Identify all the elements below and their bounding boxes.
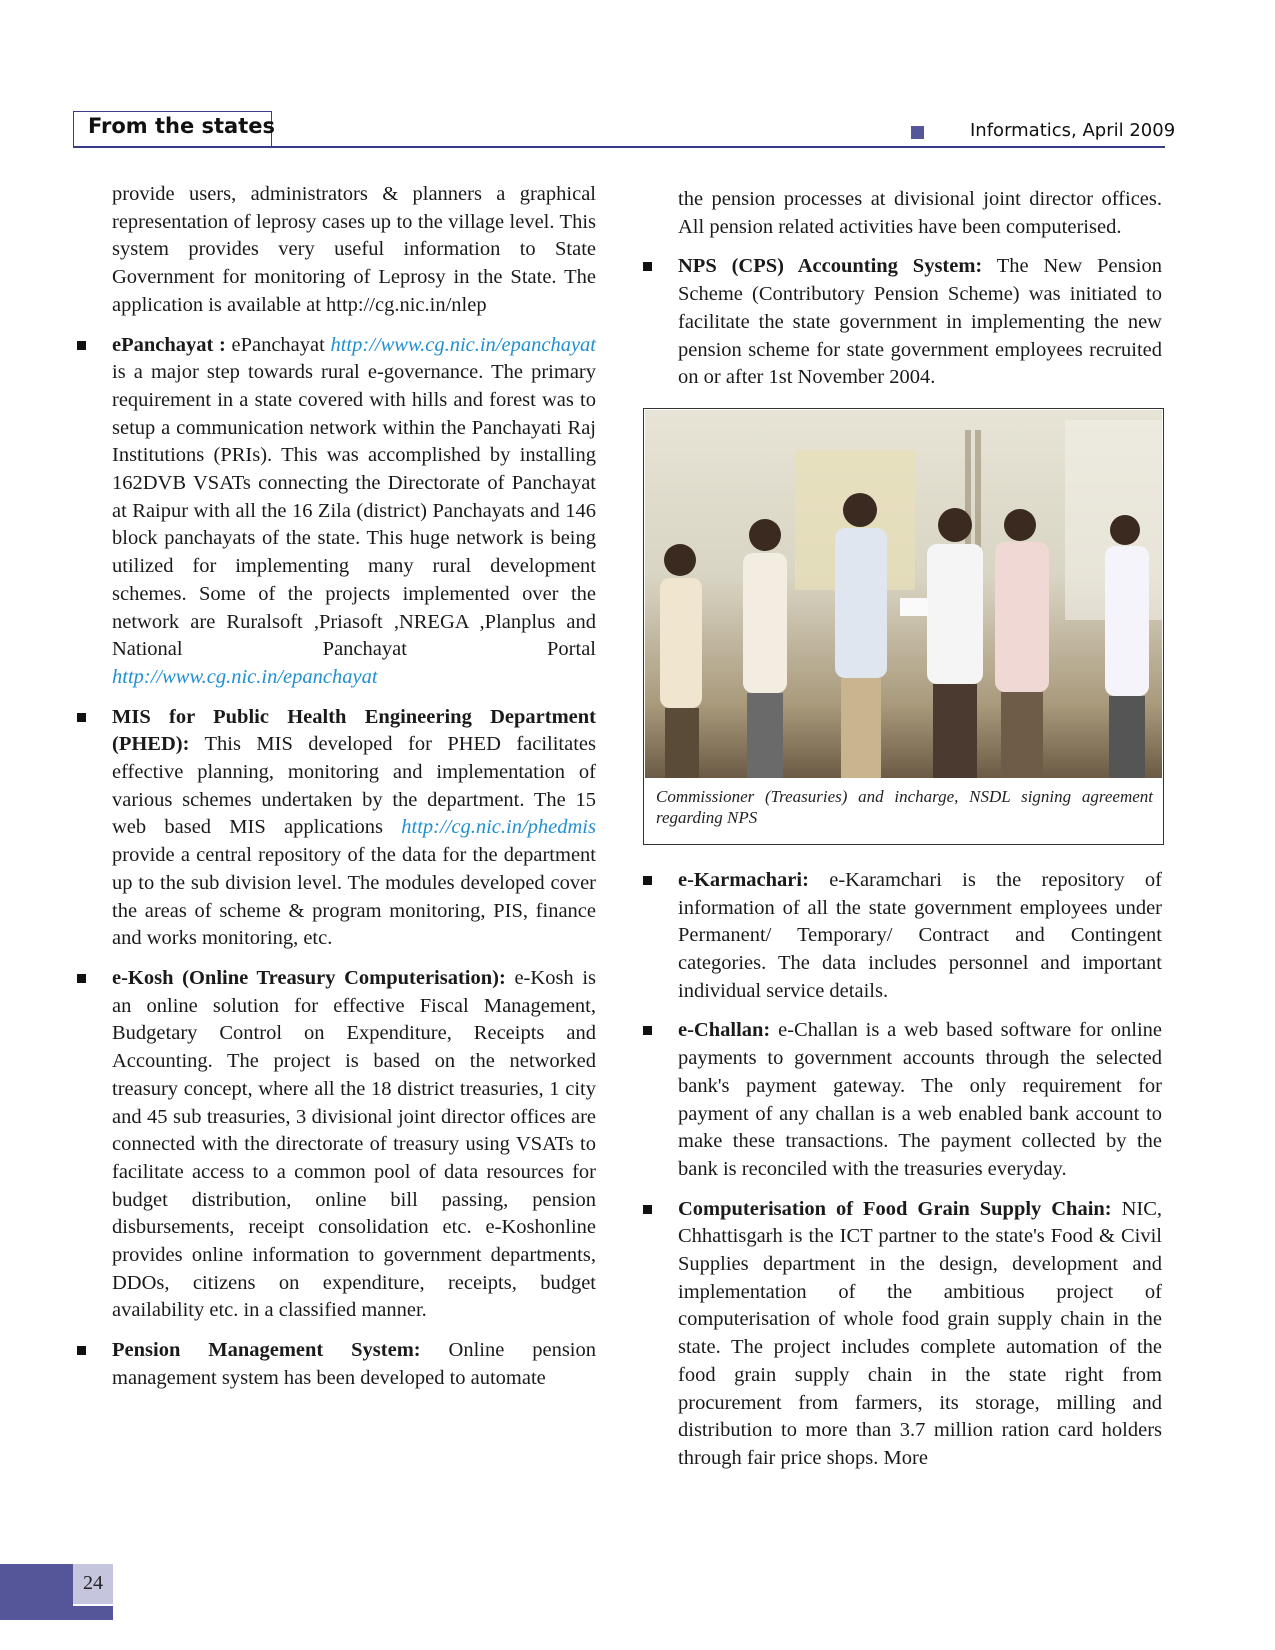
epanchayat-item [112,332,596,692]
ekosh-item [112,965,596,1325]
bullet-icon [77,1346,86,1355]
bullet-icon [77,713,86,722]
ekarmachari-item [678,867,1162,1006]
nps-item [678,253,1162,392]
header-rule [73,146,1165,148]
epanchayat-lead: ePanchayat [225,333,331,356]
mis-phed-body-2: provide a central repository of the data for the department up to the sub division level. The modules developed cover the areas of scheme & program monitoring, PIS, finance and works monitoring, etc. [112,844,596,950]
ekosh-title: e-Kosh (Online Treasury Computerisation): [112,966,506,989]
issue-label: Informatics, April 2009 [970,120,1176,141]
right-column [656,186,1163,1485]
bullet-icon [643,876,652,885]
echallan-title: e-Challan: [678,1019,771,1042]
photo-illustration [645,410,1162,778]
leprosy-continuation: provide users, administrators & planners a graphical representation of leprosy cases up to the village level. This system provides very useful information to State Government for monitoring of Leprosy in the State. The application is available at http://cg.nic.in/nlep [112,183,596,316]
bullet-icon [77,974,86,983]
epanchayat-title: ePanchayat : [112,333,226,356]
mis-phed-body: This MIS developed for PHED facilitates effective planning, monitoring and implementation of various schemes undertaken by the department. The 15 web based MIS applications [112,733,596,839]
nps-body: The New Pension Scheme (Contributory Pension Scheme) was initiated to facilitate the state government in implementing the new pension scheme for state government employees recruited on or after 1st November 2004. [678,255,1162,389]
pension-item [112,1337,596,1392]
foodgrain-title: Computerisation of Food Grain Supply Chain: [678,1197,1112,1220]
echallan-body: e-Challan is a web based software for online payments to government accounts through the selected bank's payment gateway. The only requirement for payment of any challan is a web enabled bank account to make these transactions. The payment collected by the bank is reconciled with the treasuries everyday. [678,1019,1162,1180]
bullet-icon [643,1205,652,1214]
photo-figure [643,408,1164,845]
pension-continuation: the pension processes at divisional joint director offices. All pension related activities have been computerised. [678,188,1162,238]
left-column [112,181,596,1405]
ekarmachari-body: e-Karamchari is the repository of information of all the state government employees under Permanent/ Temporary/ Contract and Contingent categories. The data includes personnel and important individual service details. [678,868,1162,1002]
ekarmachari-title: e-Karmachari: [678,868,809,891]
epanchayat-body: is a major step towards rural e-governance. The primary requirement in a state covered with hills and forest was to setup a communication network within the Panchayati Raj Institutions (PRIs). This was accomplished by installing 162DVB VSATs connecting the Directorate of Panchayat at Raipur with all the 16 Zila (district) Panchayats and 146 block panchayats of the state. This huge network is being utilized for implementing many rural development schemes. Some of the projects implemented over the network are Ruralsoft ,Priasoft ,NREGA ,Planplus and National Panchayat Portal [112,361,596,661]
photo-caption: Commissioner (Treasuries) and incharge, NSDL signing agreement regarding NPS [656,786,1153,827]
bullet-icon [77,341,86,350]
bullet-icon [643,262,652,271]
phedmis-link[interactable]: http://cg.nic.in/phedmis [401,816,596,839]
pension-body: Online pension management system has been developed to automate [112,1339,596,1389]
bullet-icon [643,1026,652,1035]
foodgrain-item [678,1196,1162,1473]
header-square-marker [911,126,924,139]
echallan-item [678,1017,1162,1183]
section-title: From the states [88,114,276,138]
nps-title: NPS (CPS) Accounting System: [678,255,983,278]
epanchayat-portal-link[interactable]: http://www.cg.nic.in/epanchayat [112,665,378,688]
epanchayat-link[interactable]: http://www.cg.nic.in/epanchayat [330,333,596,356]
mis-phed-title: MIS for Public Health Engineering Department (PHED): [112,705,596,756]
page-number: 24 [83,1572,103,1594]
ekosh-body: e-Kosh is an online solution for effective Fiscal Management, Budgetary Control on Expenditure, Receipts and Accounting. The project is based on the networked treasury concept, where all the 18 district treasuries, 1 city and 45 sub treasuries, 3 divisional joint director offices are connected with the directorate of treasury using VSATs to facilitate access to a common pool of data resources for budget distribution, online bill passing, pension disbursements, receipt consolidation etc. e-Koshonline provides online information to government departments, DDOs, citizens on expenditure, receipts, budget availability etc. in a classified manner. [112,966,596,1322]
foodgrain-body: NIC, Chhattisgarh is the ICT partner to the state's Food & Civil Supplies department in the design, development and implementation of the ambitious project of computerisation of whole food grain supply chain in the state. The project includes complete automation of the food grain supply chain in the state right from procurement from farmers, its storage, milling and distribution to more than 3.7 million ration card holders through fair price shops. More [678,1197,1163,1469]
pension-title: Pension Management System: [112,1339,421,1362]
nps-signing-photo [645,410,1162,778]
footer-strip [73,1606,113,1620]
footer-color-bar [0,1564,73,1620]
mis-phed-item [112,704,596,953]
